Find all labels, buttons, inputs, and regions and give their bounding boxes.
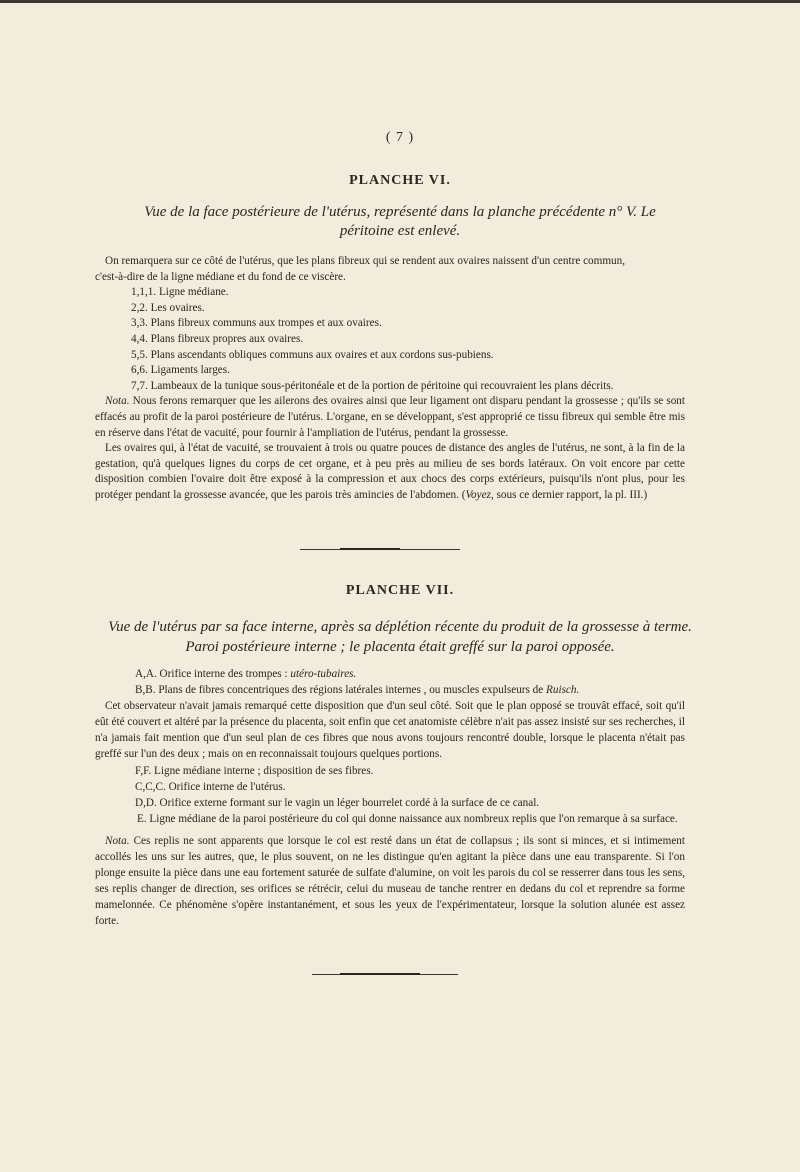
planche6-nota-text: Nous ferons remarquer que les ailerons des ovaires ainsi que leur ligament ont disparu pendant la grossesse ; qu'ils se sont effacés au profit de la paroi postérieure de l'utérus. L'organe, en se développant, s'est approprié ce tissu fibreux qui semble être mis en réserve dans l'état de vacuité, pour fournir à l'ampliation de l'utérus, pendant la grossesse. <box>95 395 686 439</box>
planche6-paragraph-text: Les ovaires qui, à l'état de vacuité, se trouvaient à trois ou quatre pouces de distance des angles de l'utérus, ne sont, à la fin de la gestation, qu'à quelques lignes du corps de cet organe, et à peu près au milieu de ses bords latéraux. On voit encore par cette disposition combien l'ovaire doit être exposé à la compression et aux chocs des corps extérieurs, puisqu'ils n'ont plus, pour les protéger pendant la grossesse avancée, que les parois très amincies de l'abdomen. <box>95 442 685 501</box>
planche7-item-b-italic: Ruisch. <box>546 684 580 697</box>
planche6-nota-label: Nota. <box>105 395 130 408</box>
planche7-subtitle-line1: Vue de l'utérus par sa face interne, après sa déplétion récente du produit de la grossesse à terme. <box>108 619 692 635</box>
planche7-item-a-italic: utéro-tubaires. <box>290 668 357 680</box>
planche6-body <box>95 254 685 504</box>
planche6-item-3: 3,3. Plans fibreux communs aux trompes et aux ovaires. <box>131 317 382 330</box>
planche7-body <box>95 666 685 930</box>
planche7-item-e: E. Ligne médiane de la paroi postérieure du col qui donne naissance aux nombreux replis que l'on remarque à sa surface. <box>137 812 678 825</box>
planche6-item-2: 2,2. Les ovaires. <box>131 301 205 314</box>
planche6-intro-line1: On remarquera sur ce côté de l'utérus, que les plans fibreux qui se rendent aux ovaires naissent d'un centre commun, <box>105 255 626 267</box>
planche7-item-a-label: A,A. Orifice interne des trompes : <box>135 668 288 680</box>
planche6-item-4: 4,4. Plans fibreux propres aux ovaires. <box>131 332 304 345</box>
planche6-intro-line2: c'est-à-dire de la ligne médiane et du fond de ce viscère. <box>95 270 346 283</box>
planche6-subtitle-line1: Vue de la face postérieure de l'utérus, représenté dans la planche précédente n° V. Le <box>144 204 656 220</box>
planche6-ref-open: ( <box>461 488 466 501</box>
planche6-nota <box>95 394 685 441</box>
planche7-nota <box>95 833 685 930</box>
planche6-item-7: 7,7. Lambeaux de la tunique sous-péritonéale et de la portion de péritoine qui recouvraient les plans décrits. <box>131 379 614 392</box>
separator-rule-center <box>340 548 400 550</box>
planche7-subtitle <box>95 617 705 657</box>
planche6-item-6: 6,6. Ligaments larges. <box>131 364 230 377</box>
planche7-item-a <box>95 666 685 682</box>
planche7-nota-text: Ces replis ne sont apparents que lorsque le col est resté dans un état de collapsus ; ils sont si minces, et si intimement accollés les uns sur les autres, que, le plus souvent, on ne les distingue qu'en agitant la pièce dans une eau transparente. Si l'on plonge ensuite la pièce dans une eau fortement saturée de sulfate d'alumine, on voit les parois du col se resserrer dans tous les sens, ses replis changer de direction, ses orifices se rétrécir, celui du museau de tanche rentrer en dedans du col et reprendre sa forme mamelonnée. Ce phénomène s'opère instantanément, et sous les yeux de l'expérimentateur, lorsque la solution alunée est assez forte. <box>95 834 686 928</box>
planche6-subtitle-line2: péritoine est enlevé. <box>339 223 461 239</box>
planche6-ref-voyez: Voyez <box>465 488 491 501</box>
planche7-nota-label: Nota. <box>105 834 130 847</box>
planche6-item-5: 5,5. Plans ascendants obliques communs aux ovaires et aux cordons sus-pubiens. <box>131 348 494 361</box>
planche7-paragraph: Cet observateur n'avait jamais remarqué cette disposition que d'un seul côté. Soit que le plan opposé se trouvât effacé, soit qu'il eût été couvert et altéré par la présence du placenta, soit enfin que cet anatomiste célèbre n'ait pas assez insisté sur ses recherches, il n'a jamais fait mention que d'un seul plan de ces fibres que nous avons toujours rencontré double, lorsque le placenta n'était pas greffé sur l'un des deux ; mais on en reconnaissait toujours quelques portions. <box>95 700 685 761</box>
planche6-item-1: 1,1,1. Ligne médiane. <box>131 286 229 299</box>
planche7-item-c: C,C,C. Orifice interne de l'utérus. <box>135 780 286 793</box>
page-number: ( 7 ) <box>385 130 415 145</box>
planche7-item-d: D,D. Orifice externe formant sur le vagin un léger bourrelet cordé à la surface de ce canal. <box>135 796 540 809</box>
planche7-item-b-label: B,B. Plans de fibres concentriques des régions latérales internes , ou muscles expulseurs de <box>135 684 544 697</box>
planche7-title: PLANCHE VII. <box>345 583 455 598</box>
planche6-paragraph <box>95 441 685 503</box>
planche6-ref-rest: , sous ce dernier rapport, la pl. III.) <box>490 488 648 501</box>
planche6-title: PLANCHE VI. <box>349 173 451 188</box>
planche7-item-b <box>95 682 685 698</box>
planche7-subtitle-line2: Paroi postérieure interne ; le placenta était greffé sur la paroi opposée. <box>185 639 615 655</box>
planche7-item-f: F,F. Ligne médiane interne ; disposition de ses fibres. <box>135 764 374 777</box>
planche6-subtitle <box>100 203 700 241</box>
top-border-line <box>0 0 800 3</box>
end-rule-center <box>340 973 420 975</box>
